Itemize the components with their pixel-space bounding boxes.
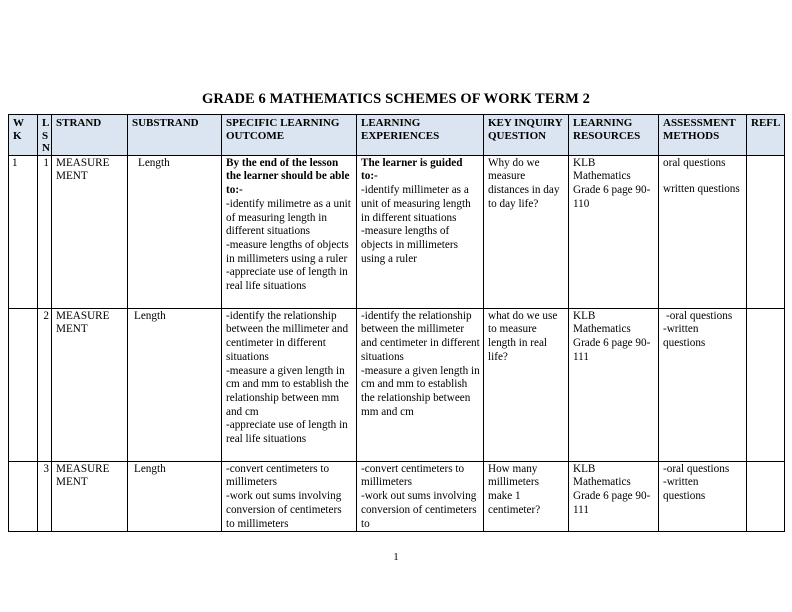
lesson-cell: 2 [38,308,52,461]
le-item: -work out sums involving conversion of centimeters to [361,490,477,530]
substrand-text: Length [134,462,166,475]
header-reflection: REFL [747,115,785,156]
le-intro: The learner is guided to:- [361,156,463,183]
table-row [9,461,785,532]
week-cell: 1 [9,155,38,308]
strand-cell: MEASURE MENT [52,308,128,461]
header-wk: W K [9,115,38,156]
assessment-item: -written questions [663,323,706,350]
slo-item: -appreciate use of length in real life situations [226,266,348,293]
learning-experiences-cell [357,155,484,308]
slo-item: -identify milimetre as a unit of measuring length in different situations [226,197,351,238]
learning-experiences-cell [357,461,484,532]
header-substrand: SUBSTRAND [128,115,222,156]
le-item: -measure a given length in cm and mm to establish the relationship between mm and cm [361,364,480,418]
slo-cell [222,308,357,461]
assessment-cell [659,308,747,461]
slo-item: -identify the relationship between the millimeter and centimeter in different situations [226,309,349,363]
key-inquiry-question-cell: How many millimeters make 1 centimeter? [484,461,569,532]
header-assessment-methods: ASSESSMENT METHODS [659,115,747,156]
table-row [9,155,785,308]
header-learning-resources: LEARNING RESOURCES [569,115,659,156]
slo-item: -appreciate use of length in real life situations [226,419,348,446]
assessment-item: oral questions [663,156,726,169]
page-number: 1 [393,551,399,563]
resources-cell: KLB Mathematics Grade 6 page 90-110 [569,155,659,308]
header-key-inquiry-question: KEY INQUIRY QUESTION [484,115,569,156]
resources-cell: KLB Mathematics Grade 6 page 90-111 [569,308,659,461]
slo-item: -measure a given length in cm and mm to establish the relationship between mm and cm [226,364,349,418]
key-inquiry-question-cell: Why do we measure distances in day to day life? [484,155,569,308]
strand-cell: MEASURE MENT [52,155,128,308]
le-item: -convert centimeters to millimeters [361,462,465,489]
slo-cell [222,461,357,532]
strand-cell: MEASURE MENT [52,461,128,532]
slo-item: -work out sums involving conversion of centimeters to millimeters [226,490,342,530]
header-row [9,115,785,156]
assessment-cell [659,155,747,308]
lesson-cell: 3 [38,461,52,532]
slo-item: -convert centimeters to millimeters [226,462,330,489]
header-learning-experiences: LEARNING EXPERIENCES [357,115,484,156]
assessment-item: -oral questions [663,462,730,475]
substrand-cell [128,461,222,532]
le-item: -identify the relationship between the millimeter and centimeter in different situations [361,309,480,363]
document-title: GRADE 6 MATHEMATICS SCHEMES OF WORK TERM 2 [201,91,591,107]
key-inquiry-question-cell: what do we use to measure length in real life? [484,308,569,461]
substrand-text: Length [138,156,170,169]
header-specific-learning-outcome: SPECIFIC LEARNING OUTCOME [222,115,357,156]
substrand-cell [128,308,222,461]
reflection-cell [747,308,785,461]
substrand-cell [128,155,222,308]
week-cell [9,461,38,532]
header-lsn: L S N [38,115,52,156]
reflection-cell [747,461,785,532]
lesson-cell: 1 [38,155,52,308]
substrand-text: Length [134,309,166,322]
slo-cell [222,155,357,308]
assessment-item: -written questions [663,476,706,503]
week-cell [9,308,38,461]
assessment-item: -oral questions [666,309,733,322]
header-strand: STRAND [52,115,128,156]
le-item: -measure lengths of objects in millimeters using a ruler [361,225,458,265]
table-row [9,308,785,461]
slo-intro: By the end of the lesson the learner should be able to:- [226,156,350,197]
resources-cell: KLB Mathematics Grade 6 page 90-111 [569,461,659,532]
reflection-cell [747,155,785,308]
le-item: -identify millimeter as a unit of measuring length in different situations [361,184,471,224]
learning-experiences-cell [357,308,484,461]
assessment-item: written questions [663,183,740,196]
scheme-table [8,114,785,532]
assessment-cell [659,461,747,532]
slo-item: -measure lengths of objects in millimeters using a ruler [226,239,349,265]
